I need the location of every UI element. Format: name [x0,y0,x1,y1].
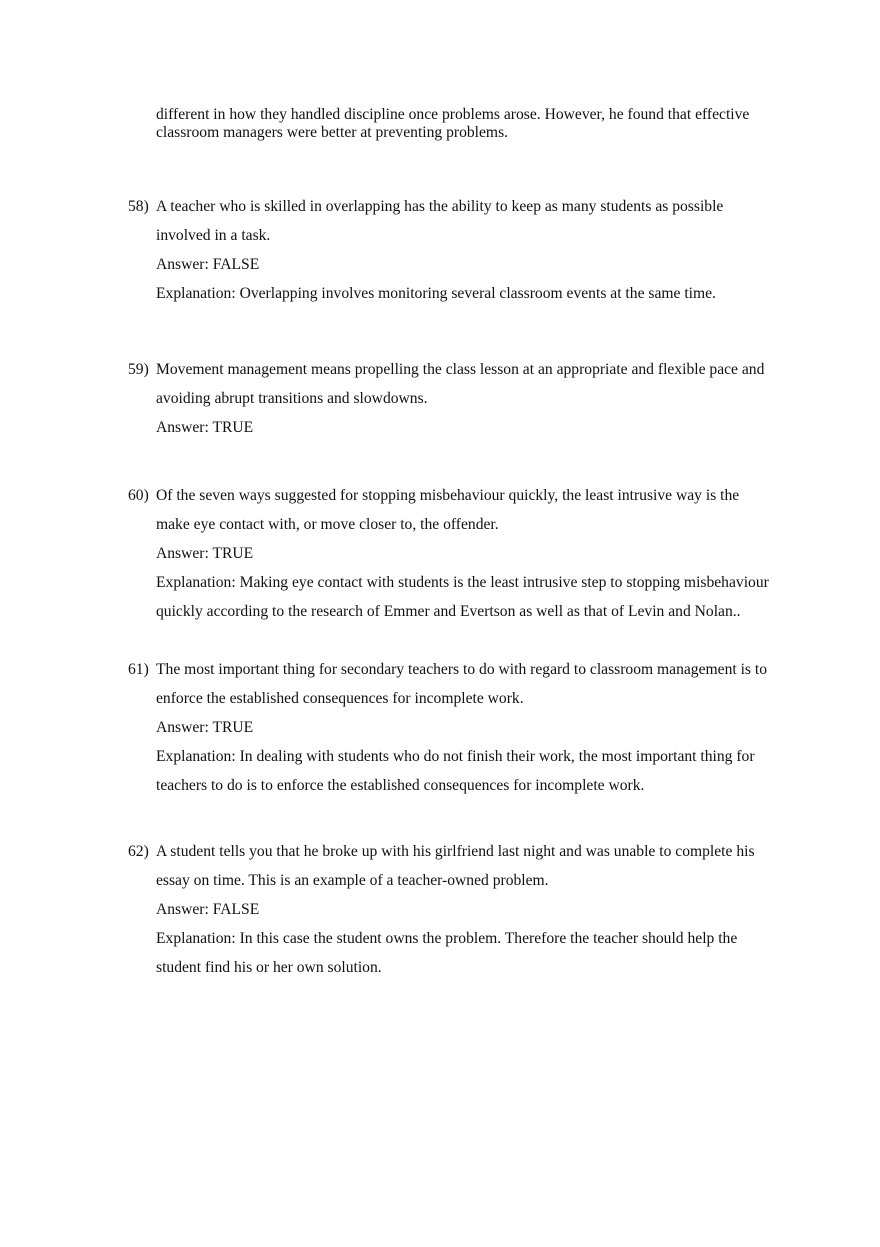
explanation: quickly according to the research of Emmer and Evertson as well as that of Levin and Nolan.. [156,603,741,620]
continuation-line: classroom managers were better at preventing problems. [156,124,509,141]
continuation-line: different in how they handled discipline once problems arose. However, he found that effective [156,106,750,123]
question-61 [128,655,788,800]
question-62 [128,837,788,982]
question-stem [128,355,788,413]
question-line: Of the seven ways suggested for stopping misbehaviour quickly, the least intrusive way is the [156,487,740,504]
question-stem [128,481,788,539]
explanation: student find his or her own solution. [156,959,382,976]
question-59 [128,355,788,442]
question-number: 60) [128,487,149,504]
question-stem [128,837,788,895]
explanation: Explanation: In this case the student owns the problem. Therefore the teacher should help the [156,930,738,947]
question-line: avoiding abrupt transitions and slowdowns. [156,390,428,407]
explanation: Explanation: In dealing with students who do not finish their work, the most important thing for [156,748,755,765]
question-line: involved in a task. [156,227,271,244]
answer: Answer: TRUE [156,719,254,736]
question-stem [128,655,788,713]
answer: Answer: TRUE [156,419,254,436]
explanation: Explanation: Making eye contact with students is the least intrusive step to stopping misbehaviour [156,574,769,591]
question-line: Movement management means propelling the class lesson at an appropriate and flexible pace and [156,361,765,378]
question-58 [128,192,788,308]
explanation: Explanation: Overlapping involves monitoring several classroom events at the same time. [156,285,716,302]
question-stem [128,192,788,250]
question-number: 61) [128,661,149,678]
question-number: 58) [128,198,149,215]
question-number: 59) [128,361,149,378]
answer: Answer: FALSE [156,901,260,918]
question-line: A student tells you that he broke up with his girlfriend last night and was unable to complete his [156,843,755,860]
question-number: 62) [128,843,149,860]
question-line: A teacher who is skilled in overlapping has the ability to keep as many students as possible [156,198,724,215]
question-line: make eye contact with, or move closer to, the offender. [156,516,499,533]
question-line: The most important thing for secondary teachers to do with regard to classroom management is to [156,661,768,678]
question-60 [128,481,788,626]
answer: Answer: TRUE [156,545,254,562]
answer: Answer: FALSE [156,256,260,273]
question-line: enforce the established consequences for incomplete work. [156,690,524,707]
continuation-paragraph [156,106,796,142]
explanation: teachers to do is to enforce the established consequences for incomplete work. [156,777,645,794]
question-line: essay on time. This is an example of a teacher-owned problem. [156,872,549,889]
